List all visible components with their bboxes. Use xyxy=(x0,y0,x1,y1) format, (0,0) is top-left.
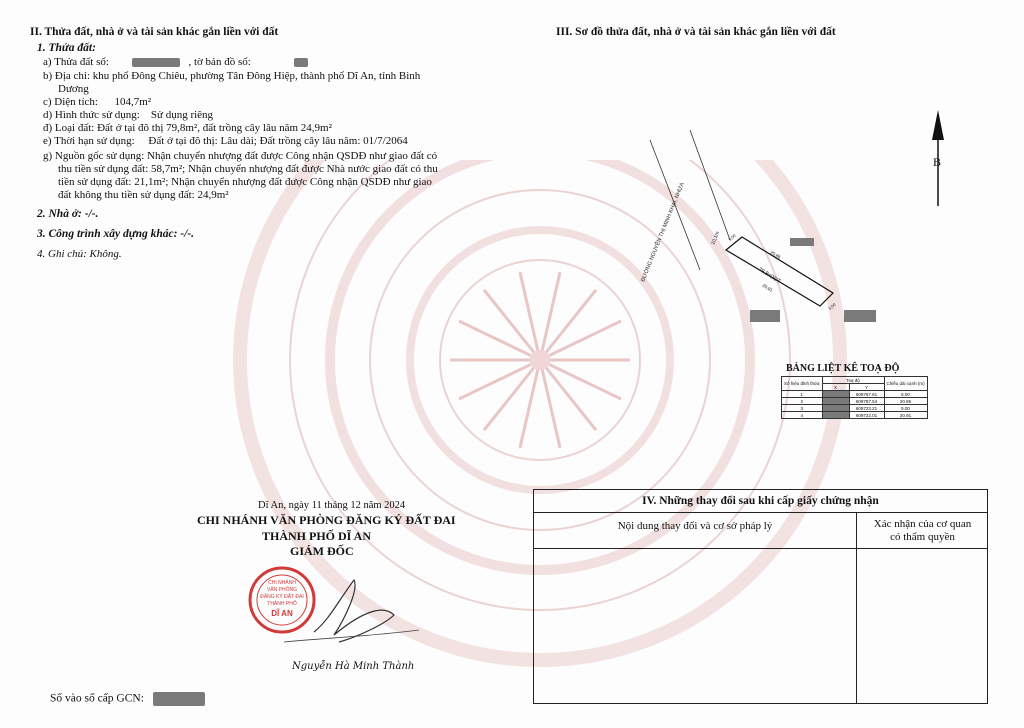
land-type-line: đ) Loại đất: Đất ở tại đô thị 79,8m², đất trồng cây lâu năm 24,9m² xyxy=(43,122,332,134)
svg-text:CHI NHÁNH: CHI NHÁNH xyxy=(268,580,296,586)
coords-col-length: Chiều dài cạnh (m) xyxy=(884,377,927,391)
changes-table xyxy=(533,489,988,704)
section-iii-title: III. Sơ đồ thửa đất, nhà ở và tài sản khác gắn liền với đất xyxy=(556,26,836,38)
agency-name-line-1: CHI NHÁNH VĂN PHÒNG ĐĂNG KÝ ĐẤT ĐAI xyxy=(197,513,456,527)
parcel-number-line xyxy=(43,56,308,69)
redacted-neighbor-2 xyxy=(750,310,780,322)
note-line xyxy=(37,248,122,261)
registry-line xyxy=(50,692,205,706)
coords-table-title: BẢNG LIỆT KÊ TOẠ ĐỘ xyxy=(786,363,900,374)
road-width-label: 10,1m xyxy=(710,230,722,246)
registry-label: Số vào sổ cấp GCN: xyxy=(50,692,144,705)
dim-right: 5,00 xyxy=(827,301,837,311)
svg-text:VĂN PHÒNG: VĂN PHÒNG xyxy=(266,587,298,593)
house-line: 2. Nhà ở: -/-. xyxy=(37,208,99,220)
origin-line-3: tiền sử dụng đất: 21,1m²; Nhận chuyển nhượng đất được Công nhận QSDĐ như giao xyxy=(58,176,432,188)
origin-line-2: thu tiền sử dụng đất: 58,7m²; Nhận chuyển nhượng đất được Nhà nước giao đất có thu xyxy=(58,163,438,175)
address-line: b) Địa chỉ: khu phố Đông Chiêu, phường Tân Đông Hiệp, thành phố Dĩ An, tỉnh Bình xyxy=(43,70,421,82)
official-seal xyxy=(250,568,314,632)
table-row: 4 609722.01 20.91 xyxy=(782,412,928,419)
usage-term-line: e) Thời hạn sử dụng: Đất ở tại đô thị: Lâu dài; Đất trồng cây lâu năm: 01/7/2064 xyxy=(43,135,408,147)
north-label: B xyxy=(933,155,942,169)
road-label: ĐƯỜNG NGUYỄN THỊ MINH KHAI, NHỰA xyxy=(640,181,686,283)
parcel-number-label: a) Thửa đất số: xyxy=(43,56,109,68)
director-title: GIÁM ĐỐC xyxy=(290,544,354,558)
dim-bottom: 20,91 xyxy=(761,282,774,293)
coords-col-point: Số hiệu đỉnh thửa xyxy=(782,377,823,391)
parcel-label: 79,8xODT xyxy=(756,266,782,285)
coords-col-coord: Toạ độ xyxy=(822,377,884,384)
changes-col-confirm-2: có thẩm quyền xyxy=(890,531,955,543)
construction-line: 3. Công trình xây dựng khác: -/-. xyxy=(37,228,195,240)
land-parcel-heading: 1. Thửa đất: xyxy=(37,42,96,54)
dim-top: 20,86 xyxy=(769,249,782,260)
redacted-map-sheet xyxy=(294,58,308,67)
redacted-neighbor-3 xyxy=(844,310,876,322)
changes-title: IV. Những thay đổi sau khi cấp giấy chứng nhận xyxy=(534,490,987,513)
dim-left: 5,00 xyxy=(727,232,737,242)
note-text: 4. Ghi chú: Không. xyxy=(37,248,122,260)
address-line-2: Dương xyxy=(58,83,89,95)
origin-line-4: đất không thu tiền sử dụng đất: 24,9m² xyxy=(58,189,229,201)
north-arrow-icon xyxy=(932,110,944,206)
issue-date: Dĩ An, ngày 11 tháng 12 năm 2024 xyxy=(258,500,406,511)
redacted-neighbor-1 xyxy=(790,238,814,246)
redacted-registry-number xyxy=(153,692,205,706)
svg-text:ĐĂNG KÝ ĐẤT ĐAI: ĐĂNG KÝ ĐẤT ĐAI xyxy=(260,594,304,600)
origin-line-1: g) Nguồn gốc sử dụng: Nhận chuyển nhượng đất được Công nhận QSDĐ như giao đất có xyxy=(43,150,438,162)
table-row: 1 609767.61 5.00 xyxy=(782,391,928,398)
redacted-parcel-number xyxy=(132,58,180,67)
agency-name-line-2: THÀNH PHỐ DĨ AN xyxy=(262,529,372,543)
table-row: 2 609787.54 20.86 xyxy=(782,398,928,405)
usage-form-line: d) Hình thức sử dụng: Sử dụng riêng xyxy=(43,109,214,121)
coords-col-x: X xyxy=(822,384,849,391)
seal-center-text: DĨ AN xyxy=(271,609,293,618)
section-ii-title: II. Thửa đất, nhà ở và tài sản khác gắn liền với đất xyxy=(30,26,279,38)
coords-table xyxy=(781,376,928,419)
changes-col-confirm-1: Xác nhận của cơ quan xyxy=(873,518,972,530)
map-sheet-label: , tờ bản đồ số: xyxy=(188,56,251,68)
table-row: 3 609723.21 5.00 xyxy=(782,405,928,412)
handwritten-signature xyxy=(314,580,394,642)
parcel-diagram xyxy=(620,110,960,340)
coords-col-y: Y xyxy=(849,384,884,391)
area-line: c) Diện tích: 104,7m² xyxy=(43,96,152,108)
svg-text:THÀNH PHỐ: THÀNH PHỐ xyxy=(267,601,297,607)
signer-name: Nguyễn Hà Minh Thành xyxy=(292,661,415,672)
parcel-outline xyxy=(726,237,833,306)
changes-col-content: Nội dung thay đổi và cơ sở pháp lý xyxy=(617,520,773,532)
